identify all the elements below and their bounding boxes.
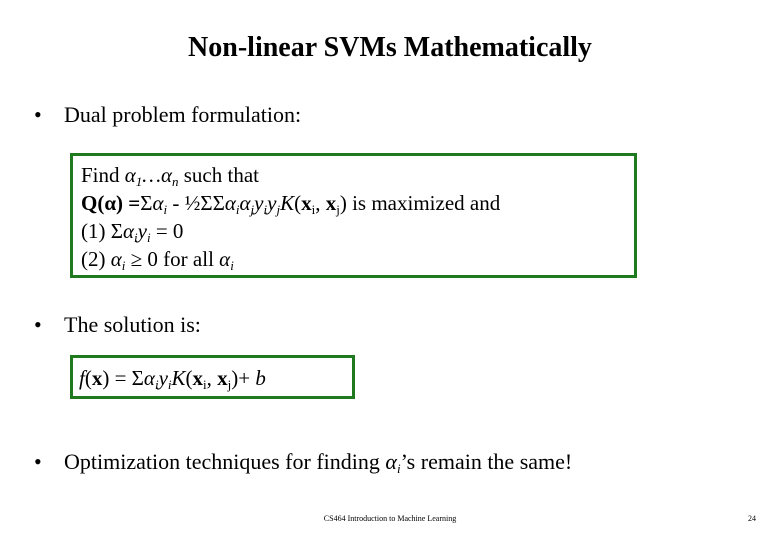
constraint-1-label: (1) <box>81 219 111 243</box>
slide-footer: CS464 Introduction to Machine Learning <box>323 514 457 523</box>
bullet-icon: • <box>34 449 42 474</box>
formula-line-2: $Q(\alpha) =\Sigma\alpha_i$ - $\frac{1}{2}\Sigma\Sigma\alpha_i\alpha_jy_iy_jK(x_i$, $x_j$) is maximized and <box>81 191 501 217</box>
formula-line-1: Find $\alpha_1\dots\alpha_n$ such that <box>81 163 259 189</box>
q-alpha-text: Q(α) = <box>81 191 141 215</box>
bullet-solution <box>34 312 201 338</box>
bullet-dual-problem <box>34 102 301 128</box>
bullet-optimization-suffix: ’s remain the same! <box>400 449 573 474</box>
dual-problem-box <box>70 153 637 278</box>
page-number: 24 <box>748 514 756 523</box>
such-that-text: such that <box>178 163 259 187</box>
bullet-optimization: • Optimization techniques for finding $\alpha_i’s$ remain the same! <box>34 449 573 476</box>
constraint-1-eq: = 0 <box>150 219 184 243</box>
maximized-text: is maximized and <box>346 191 501 215</box>
formula-line-3: (1) $\Sigma\alpha_iy_i = 0$ <box>81 219 184 245</box>
slide-title: Non-linear SVMs Mathematically <box>188 32 592 63</box>
bullet-icon: • <box>34 102 42 127</box>
formula-line-4: (2) $\alpha_i \ge 0$ for all $\alpha_i$ <box>81 247 234 273</box>
constraint-2-text: ≥ 0 for all <box>125 247 220 271</box>
constraint-2-label: (2) <box>81 247 111 271</box>
bullet-dual-text: Dual problem formulation: <box>64 102 302 127</box>
bullet-solution-text: The solution is: <box>64 312 201 337</box>
solution-formula: $f(x) = \Sigma\alpha_iy_iK(x_i$, $x_j)+ b$ <box>79 366 266 392</box>
find-text: Find <box>81 163 125 187</box>
bullet-optimization-text: Optimization techniques for finding <box>64 449 386 474</box>
bullet-icon: • <box>34 312 42 337</box>
solution-box <box>70 355 355 399</box>
